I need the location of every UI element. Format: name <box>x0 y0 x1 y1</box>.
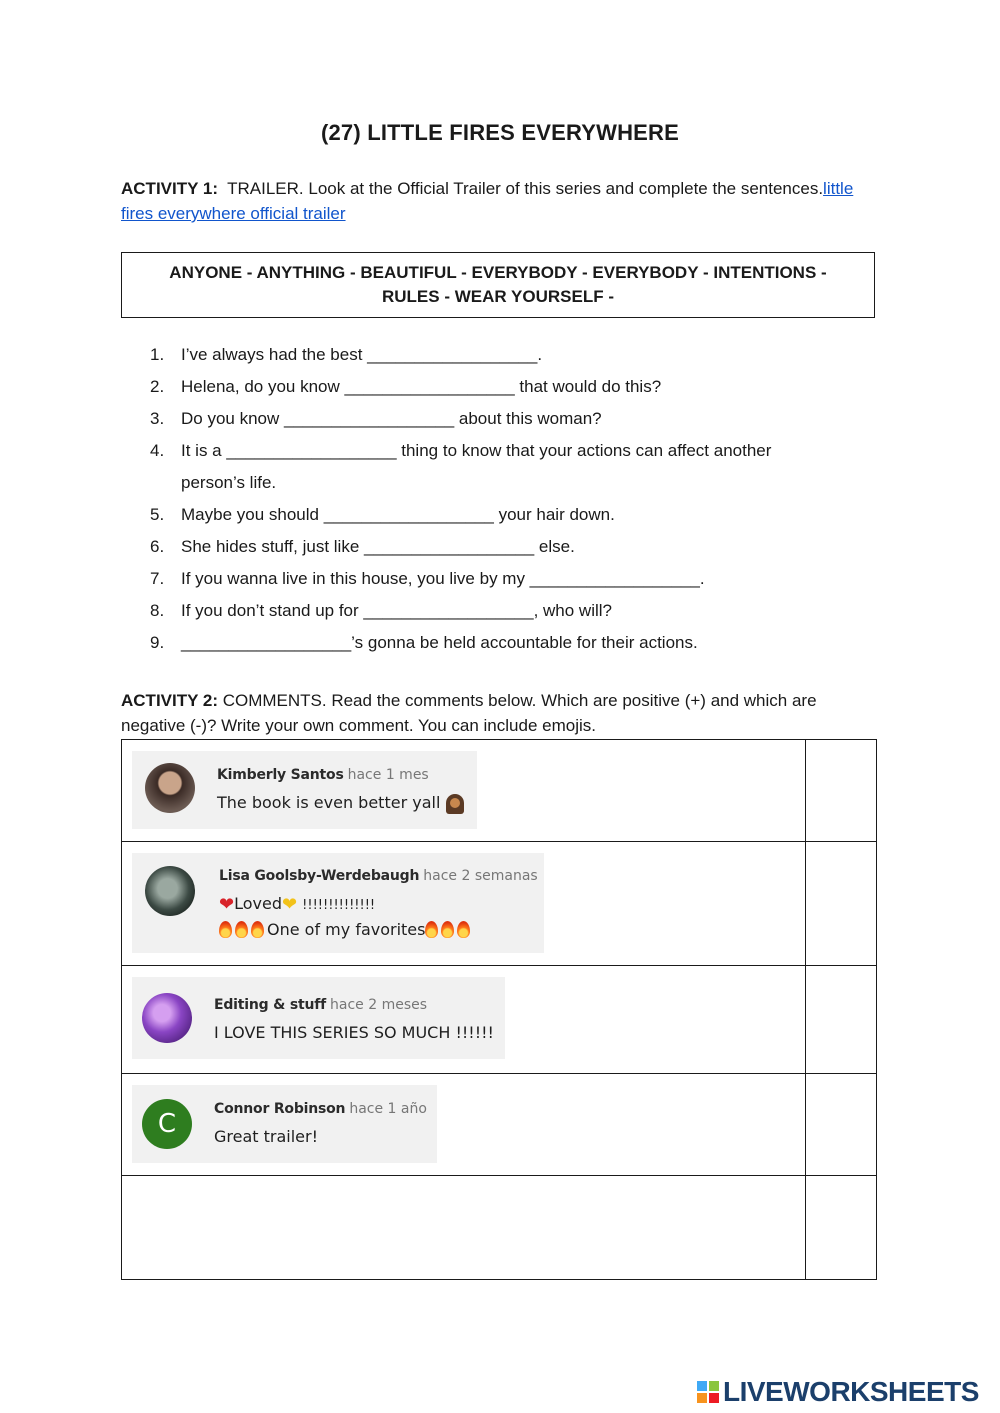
comment-author: Kimberly Santos hace 1 mes <box>217 767 429 783</box>
avatar <box>145 763 195 813</box>
activity-1-instructions <box>121 176 881 226</box>
comment-row <box>122 966 877 1074</box>
fire-icon <box>219 921 232 938</box>
page-title: (27) LITTLE FIRES EVERYWHERE <box>320 120 680 145</box>
comment-text: Great trailer! <box>214 1127 319 1146</box>
comments-table <box>121 739 877 1280</box>
sentence-text: Do you know __________________ about this woman? <box>181 409 602 428</box>
comment-author: Editing & stuff hace 2 meses <box>214 997 428 1013</box>
comment-author: Lisa Goolsby-Werdebaugh hace 2 semanas <box>219 868 538 884</box>
own-comment-row <box>122 1176 877 1280</box>
comment-author: Connor Robinson hace 1 año <box>214 1101 427 1117</box>
comment-card <box>132 1085 437 1163</box>
activity-2-label: ACTIVITY 2: <box>121 691 218 710</box>
footer-logo <box>697 1376 979 1408</box>
sentence-number: 1. <box>150 345 165 364</box>
comment-text: The book is even better yall <box>217 793 464 814</box>
comment-row <box>122 842 877 966</box>
activity-1-text: TRAILER. Look at the Official Trailer of this series and complete the sentences. <box>227 179 824 198</box>
trailer-link[interactable]: little fires everywhere official trailer <box>121 179 854 223</box>
own-comment-cell[interactable] <box>122 1176 806 1280</box>
comment-cell <box>122 1074 806 1176</box>
comment-card <box>132 977 505 1059</box>
answer-cell[interactable] <box>806 1176 877 1280</box>
avatar <box>145 866 195 916</box>
comment-row <box>122 740 877 842</box>
fire-icon <box>235 921 248 938</box>
sentence-number: 4. <box>150 441 165 460</box>
comment-text: ❤Loved❤ !!!!!!!!!!!!!! <box>219 894 376 915</box>
avatar-letter: C <box>142 1099 192 1149</box>
word-bank-text: ANYONE - ANYTHING - BEAUTIFUL - EVERYBODY - EVERYBODY - INTENTIONS - RULES - WEAR YOURSELF - <box>169 263 827 306</box>
sentence-text: Helena, do you know __________________ that would do this? <box>181 377 662 396</box>
fire-icon <box>457 921 470 938</box>
sentence-number: 5. <box>150 505 165 524</box>
sentence-text: If you don’t stand up for __________________, who will? <box>181 601 612 620</box>
comment-card <box>132 853 544 953</box>
activity-2-text: COMMENTS. Read the comments below. Which are positive (+) and which are negative (-)? Write your own comment. You can include emojis. <box>121 691 817 735</box>
comment-card <box>132 751 477 829</box>
brand-name: LIVEWORKSHEETS <box>723 1376 979 1407</box>
person-emoji-icon <box>446 794 464 814</box>
avatar <box>142 993 192 1043</box>
answer-cell[interactable] <box>806 1074 877 1176</box>
comment-cell <box>122 740 806 842</box>
yellow-heart-icon: ❤ <box>281 894 298 915</box>
sentence-text: It is a __________________ thing to know that your actions can affect another person’s life. <box>181 441 772 492</box>
word-bank <box>121 252 875 318</box>
sentence-number: 6. <box>150 537 165 556</box>
fire-icon <box>425 921 438 938</box>
red-heart-icon: ❤ <box>219 894 235 915</box>
comment-cell <box>122 842 806 966</box>
answer-cell[interactable] <box>806 966 877 1074</box>
comment-cell <box>122 966 806 1074</box>
comment-text: I LOVE THIS SERIES SO MUCH !!!!!! <box>214 1023 494 1042</box>
fire-icon <box>251 921 264 938</box>
sentence-number: 7. <box>150 569 165 588</box>
fire-icon <box>441 921 454 938</box>
sentence-number: 2. <box>150 377 165 396</box>
activity-2-instructions <box>121 688 881 738</box>
comment-text-line2: One of my favorites <box>219 920 473 939</box>
sentence-number: 9. <box>150 633 165 652</box>
sentence-text: __________________’s gonna be held accountable for their actions. <box>181 633 698 652</box>
comment-row <box>122 1074 877 1176</box>
sentence-number: 8. <box>150 601 165 620</box>
sentence-text: She hides stuff, just like __________________ else. <box>181 537 575 556</box>
answer-cell[interactable] <box>806 740 877 842</box>
activity-1-label: ACTIVITY 1: <box>121 179 218 198</box>
answer-cell[interactable] <box>806 842 877 966</box>
sentence-number: 3. <box>150 409 165 428</box>
sentence-text: Maybe you should __________________ your hair down. <box>181 505 615 524</box>
liveworksheets-logo-icon <box>697 1381 719 1403</box>
sentence-text: I’ve always had the best __________________. <box>181 345 543 364</box>
sentence-text: If you wanna live in this house, you live by my __________________. <box>181 569 705 588</box>
